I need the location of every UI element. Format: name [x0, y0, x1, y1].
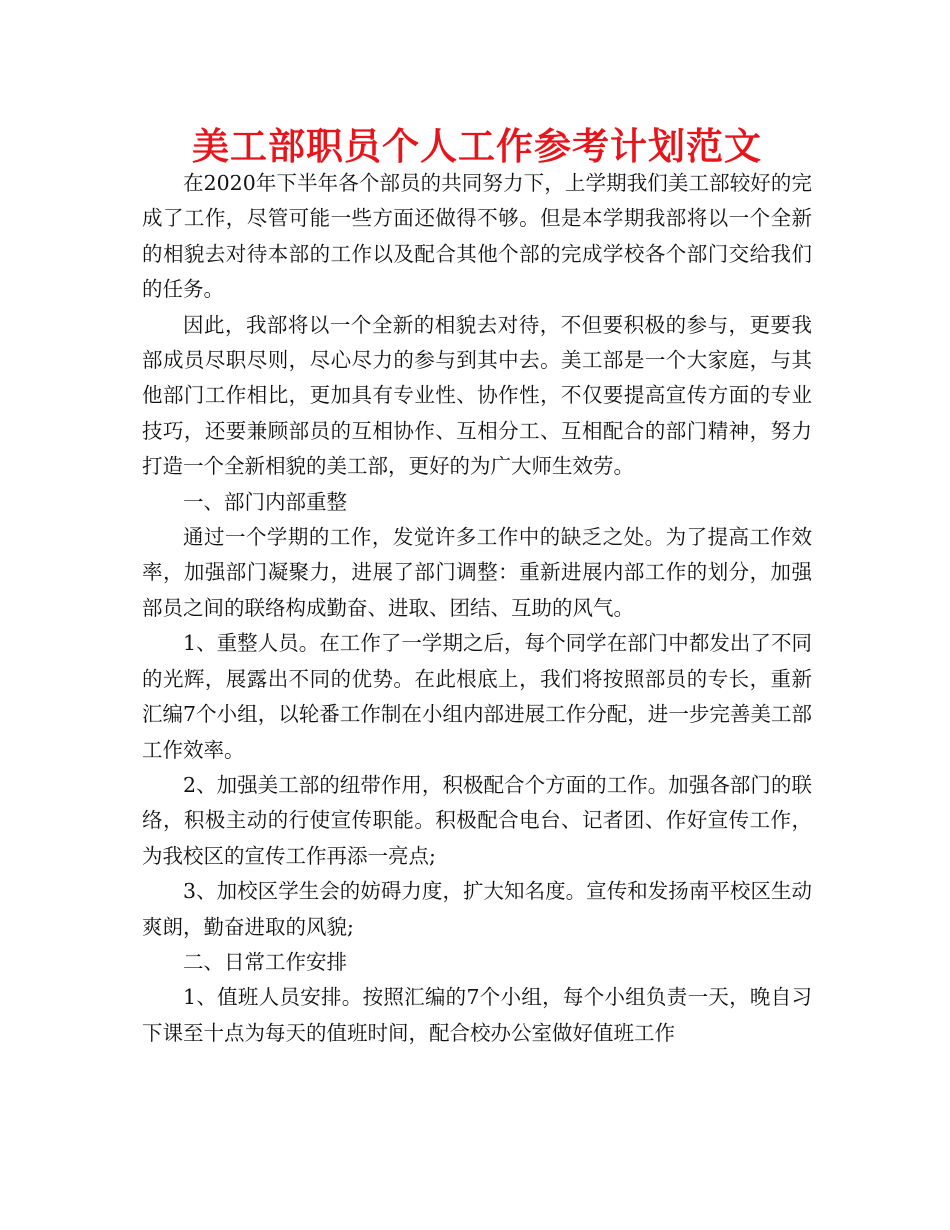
paragraph-restructure: 通过一个学期的工作，发觉许多工作中的缺乏之处。为了提高工作效率，加强部门凝聚力，进展了部门调整：重新进展内部工作的划分，加强部员之间的联络构成勤奋、进取、团结、互助的风气。 [142, 525, 812, 620]
paragraph-intro: 在2020年下半年各个部员的共同努力下，上学期我们美工部较好的完成了工作，尽管可能一些方面还做得不够。但是本学期我部将以一个全新的相貌去对待本部的工作以及配合其他个部的完成学校各个部门交给我们的任务。 [142, 171, 812, 302]
document-page [142, 124, 812, 1051]
list-item-staffing: 1、重整人员。在工作了一学期之后，每个同学在部门中都发出了不同的光辉，展露出不同的优势。在此根底上，我们将按照部员的专长，重新汇编7个小组，以轮番工作制在小组内部进展工作分配，进一步完善美工部工作效率。 [142, 631, 812, 762]
list-item-publicity: 3、加校区学生会的妨碍力度，扩大知名度。宣传和发扬南平校区生动爽朗，勤奋进取的风貌; [142, 879, 812, 939]
section-heading-daily-work: 二、日常工作安排 [183, 949, 347, 974]
document-body [142, 166, 812, 1051]
document-title: 美工部职员个人工作参考计划范文 [192, 124, 762, 168]
paragraph-attitude: 因此，我部将以一个全新的相貌去对待，不但要积极的参与，更要我部成员尽职尽则，尽心尽力的参与到其中去。美工部是一个大家庭，与其他部门工作相比，更加具有专业性、协作性，不仅要提高宣传方面的专业技巧，还要兼顾部员的互相协作、互相分工、互相配合的部门精神，努力打造一个全新相貌的美工部，更好的为广大师生效劳。 [142, 312, 812, 479]
list-item-duty-roster: 1、值班人员安排。按照汇编的7个小组，每个小组负责一天，晚自习下课至十点为每天的值班时间，配合校办公室做好值班工作 [142, 985, 812, 1045]
list-item-liaison: 2、加强美工部的纽带作用，积极配合个方面的工作。加强各部门的联络，积极主动的行使宣传职能。积极配合电台、记者团、作好宣传工作，为我校区的宣传工作再添一亮点; [142, 772, 812, 868]
section-heading-restructure: 一、部门内部重整 [183, 489, 347, 514]
